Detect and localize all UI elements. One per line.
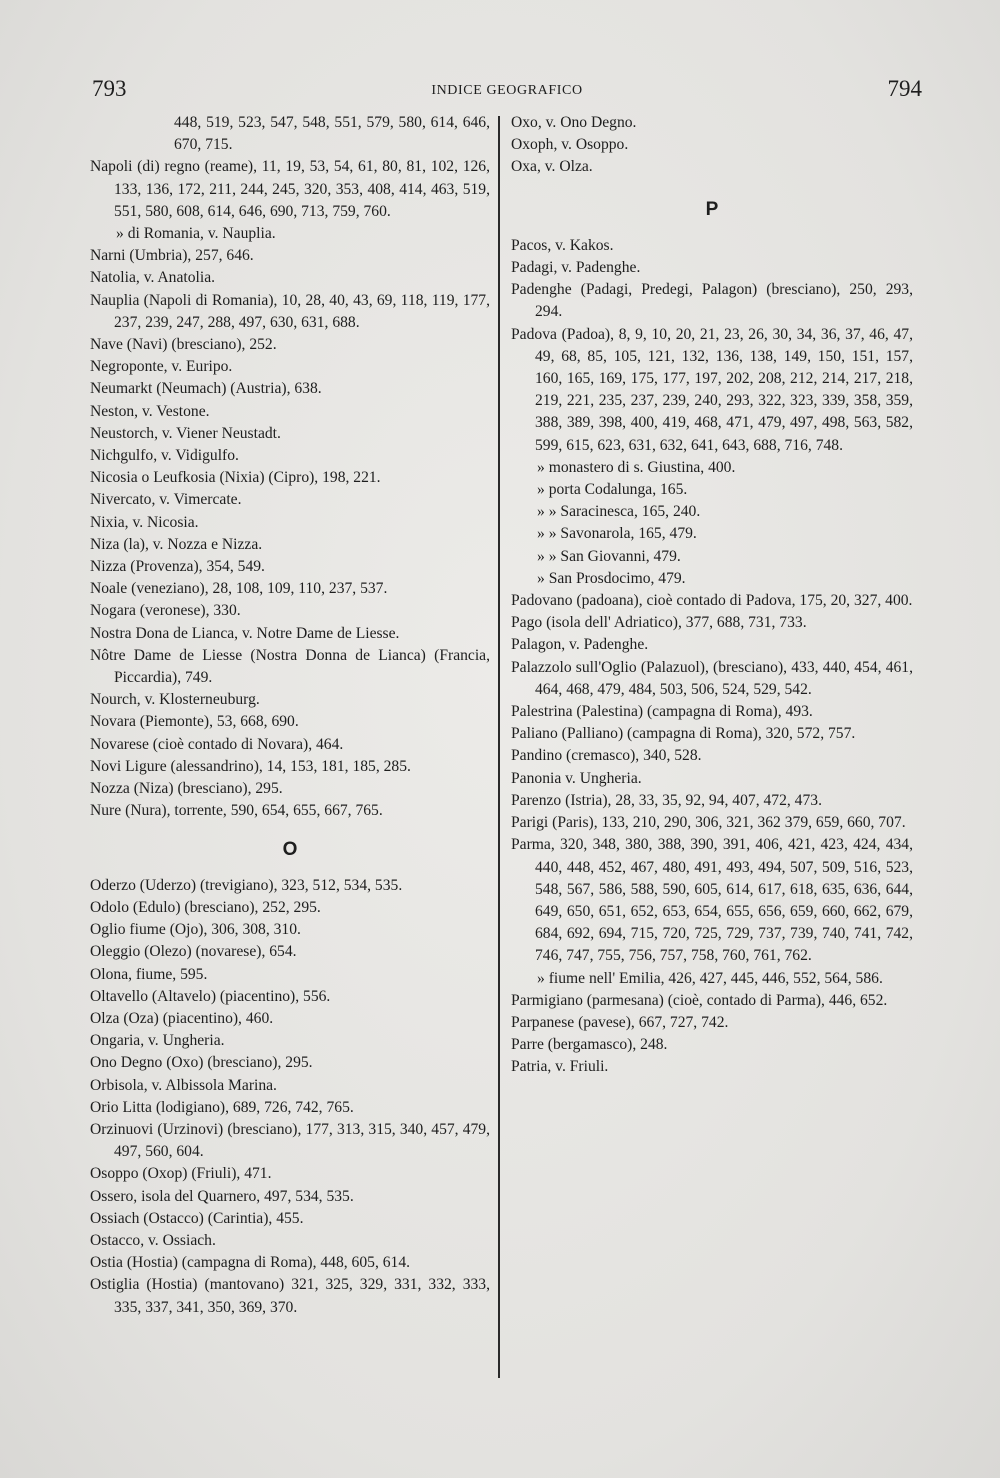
- page-header: [92, 72, 922, 106]
- index-entry: Ostacco, v. Ossiach.: [90, 1231, 216, 1249]
- index-entry: Padovano (padoana), cioè contado di Padova, 175, 20, 327, 400.: [511, 592, 913, 610]
- index-entry: Parpanese (pavese), 667, 727, 742.: [511, 1013, 729, 1031]
- index-entry: Parigi (Paris), 133, 210, 290, 306, 321, 362 379, 659, 660, 707.: [511, 814, 906, 832]
- index-entry: Oleggio (Olezo) (novarese), 654.: [90, 943, 297, 961]
- index-entry: Orzinuovi (Urzinovi) (bresciano), 177, 313, 315, 340, 457, 479, 497, 560, 604.: [90, 1120, 490, 1161]
- index-entry: Niza (la), v. Nozza e Nizza.: [90, 535, 263, 553]
- index-entry: 448, 519, 523, 547, 548, 551, 579, 580, 614, 646, 670, 715.: [174, 114, 490, 154]
- index-entry: Paliano (Palliano) (campagna di Roma), 320, 572, 757.: [511, 725, 856, 743]
- index-entry: Nicosia o Leufkosia (Nixia) (Cipro), 198, 221.: [90, 469, 381, 487]
- index-entry: Nauplia (Napoli di Romania), 10, 28, 40, 43, 69, 118, 119, 177, 237, 239, 247, 288, 497, 630, 631, 688.: [90, 291, 490, 331]
- index-entry: Oxo, v. Ono Degno.: [511, 114, 637, 131]
- page-number-left: 793: [92, 76, 127, 101]
- index-entry: Oxa, v. Olza.: [511, 158, 593, 176]
- index-entry: Palagon, v. Padenghe.: [511, 636, 649, 654]
- index-entry: Parmigiano (parmesana) (cioè, contado di Parma), 446, 652.: [511, 991, 888, 1009]
- index-entry: Panonia v. Ungheria.: [511, 769, 642, 787]
- index-entry: Ostia (Hostia) (campagna di Roma), 448, 605, 614.: [90, 1254, 411, 1272]
- index-entry: Parre (bergamasco), 248.: [511, 1036, 668, 1054]
- index-entry: Nave (Navi) (bresciano), 252.: [90, 336, 277, 354]
- index-entry: Parma, 320, 348, 380, 388, 390, 391, 406, 421, 423, 424, 434, 440, 448, 452, 467, 480, 491, 493, 494, 507, 509, 516, 523, 548, 567, 586, 588, 590, 605, 614, 617, 618, 635, 636, 644, 649, 650, 651, 652, 653, 654, 655, 656, 659, 660, 662, 679, 684, 692, 694, 715, 720, 725, 729, 737, 739, 740, 741, 742, 746, 747, 755, 756, 757, 758, 760, 761, 762.: [511, 836, 913, 965]
- index-entry: Orbisola, v. Albissola Marina.: [90, 1076, 277, 1094]
- index-subentry: » » Savonarola, 165, 479.: [537, 525, 697, 543]
- index-entry: Nostra Dona de Lianca, v. Notre Dame de Liesse.: [90, 624, 400, 642]
- left-column: [90, 112, 490, 1319]
- column-divider: [498, 116, 500, 1378]
- index-entry: Ossero, isola del Quarnero, 497, 534, 535.: [90, 1187, 354, 1205]
- index-entry: Nozza (Niza) (bresciano), 295.: [90, 780, 283, 798]
- index-entry: Oxoph, v. Osoppo.: [511, 136, 629, 154]
- index-entry: Ono Degno (Oxo) (bresciano), 295.: [90, 1054, 313, 1072]
- index-entry: Padagi, v. Padenghe.: [511, 259, 641, 277]
- index-entry: Novarese (cioè contado di Novara), 464.: [90, 735, 344, 753]
- index-entry: Odolo (Edulo) (bresciano), 252, 295.: [90, 898, 321, 916]
- index-entry: Nivercato, v. Vimercate.: [90, 491, 242, 509]
- index-entry: Parenzo (Istria), 28, 33, 35, 92, 94, 407, 472, 473.: [511, 791, 822, 809]
- index-entry: Neston, v. Vestone.: [90, 402, 210, 420]
- running-title: INDICE GEOGRAFICO: [431, 83, 583, 98]
- index-entry: Neustorch, v. Viener Neustadt.: [90, 424, 281, 442]
- index-entry: Palazzolo sull'Oglio (Palazuol), (bresciano), 433, 440, 454, 461, 464, 468, 479, 484, 503, 506, 524, 529, 542.: [511, 658, 913, 698]
- index-subentry: » monastero di s. Giustina, 400.: [537, 458, 736, 476]
- index-entry: Patria, v. Friuli.: [511, 1058, 609, 1076]
- section-letter-o: O: [282, 838, 298, 860]
- index-subentry: » fiume nell' Emilia, 426, 427, 445, 446, 552, 564, 586.: [537, 969, 883, 987]
- index-entry: Neumarkt (Neumach) (Austria), 638.: [90, 380, 322, 398]
- index-subentry: » » San Giovanni, 479.: [537, 547, 681, 565]
- index-entry: Padova (Padoa), 8, 9, 10, 20, 21, 23, 26, 30, 34, 36, 37, 46, 47, 49, 68, 85, 105, 121, 132, 136, 138, 149, 150, 151, 157, 160, 165, 169, 175, 177, 197, 202, 208, 212, 214, 217, 218, 219, 221, 235, 237, 239, 240, 293, 322, 323, 339, 358, 359, 388, 389, 398, 400, 419, 468, 471, 479, 497, 498, 563, 582, 599, 615, 623, 631, 632, 641, 643, 688, 716, 748.: [511, 325, 913, 454]
- index-entry: Ostiglia (Hostia) (mantovano) 321, 325, 329, 331, 332, 333, 335, 337, 341, 350, 369, 370.: [90, 1276, 490, 1316]
- right-column: [511, 112, 913, 1079]
- index-entry: Nourch, v. Klosterneuburg.: [90, 691, 260, 709]
- index-entry: Negroponte, v. Euripo.: [90, 358, 233, 376]
- index-entry: Ongaria, v. Ungheria.: [90, 1032, 225, 1050]
- index-entry: Orio Litta (lodigiano), 689, 726, 742, 765.: [90, 1098, 354, 1116]
- index-entry: Palestrina (Palestina) (campagna di Roma), 493.: [511, 703, 813, 721]
- index-entry: Oderzo (Uderzo) (trevigiano), 323, 512, 534, 535.: [90, 876, 403, 894]
- index-entry: Nogara (veronese), 330.: [90, 602, 241, 620]
- index-entry: Napoli (di) regno (reame), 11, 19, 53, 54, 61, 80, 81, 102, 126, 133, 136, 172, 211, 244, 245, 320, 353, 408, 414, 463, 519, 551, 580, 608, 614, 646, 690, 713, 759, 760.: [90, 158, 490, 220]
- index-entry: Oltavello (Altavelo) (piacentino), 556.: [90, 987, 331, 1005]
- index-entry: Novi Ligure (alessandrino), 14, 153, 181, 185, 285.: [90, 757, 411, 775]
- index-subentry: » San Prosdocimo, 479.: [537, 569, 686, 587]
- section-letter-p: P: [705, 198, 719, 220]
- index-entry: Olza (Oza) (piacentino), 460.: [90, 1009, 274, 1027]
- index-entry: Ossiach (Ostacco) (Carintia), 455.: [90, 1209, 304, 1227]
- index-entry: Novara (Piemonte), 53, 668, 690.: [90, 713, 299, 731]
- index-entry: Nizza (Provenza), 354, 549.: [90, 558, 265, 576]
- index-entry: Pacos, v. Kakos.: [511, 236, 614, 254]
- index-subentry: » di Romania, v. Nauplia.: [116, 225, 276, 243]
- index-entry: Natolia, v. Anatolia.: [90, 269, 216, 287]
- index-entry: Padenghe (Padagi, Predegi, Palagon) (bresciano), 250, 293, 294.: [511, 281, 913, 321]
- index-subentry: » » Saracinesca, 165, 240.: [537, 503, 701, 521]
- index-entry: Oglio fiume (Ojo), 306, 308, 310.: [90, 921, 301, 939]
- index-entry: Nôtre Dame de Liesse (Nostra Donna de Lianca) (Francia, Piccardia), 749.: [90, 646, 490, 687]
- index-entry: Narni (Umbria), 257, 646.: [90, 247, 254, 265]
- index-entry: Nichgulfo, v. Vidigulfo.: [90, 447, 239, 465]
- index-entry: Noale (veneziano), 28, 108, 109, 110, 237, 537.: [90, 580, 388, 598]
- index-entry: Osoppo (Oxop) (Friuli), 471.: [90, 1165, 272, 1183]
- index-entry: Nixia, v. Nicosia.: [90, 513, 199, 531]
- index-entry: Pandino (cremasco), 340, 528.: [511, 747, 702, 765]
- page-number-right: 794: [887, 76, 922, 101]
- index-entry: Pago (isola dell' Adriatico), 377, 688, 731, 733.: [511, 614, 807, 632]
- index-entry: Olona, fiume, 595.: [90, 965, 208, 983]
- index-subentry: » porta Codalunga, 165.: [537, 481, 688, 499]
- index-entry: Nure (Nura), torrente, 590, 654, 655, 667, 765.: [90, 802, 383, 820]
